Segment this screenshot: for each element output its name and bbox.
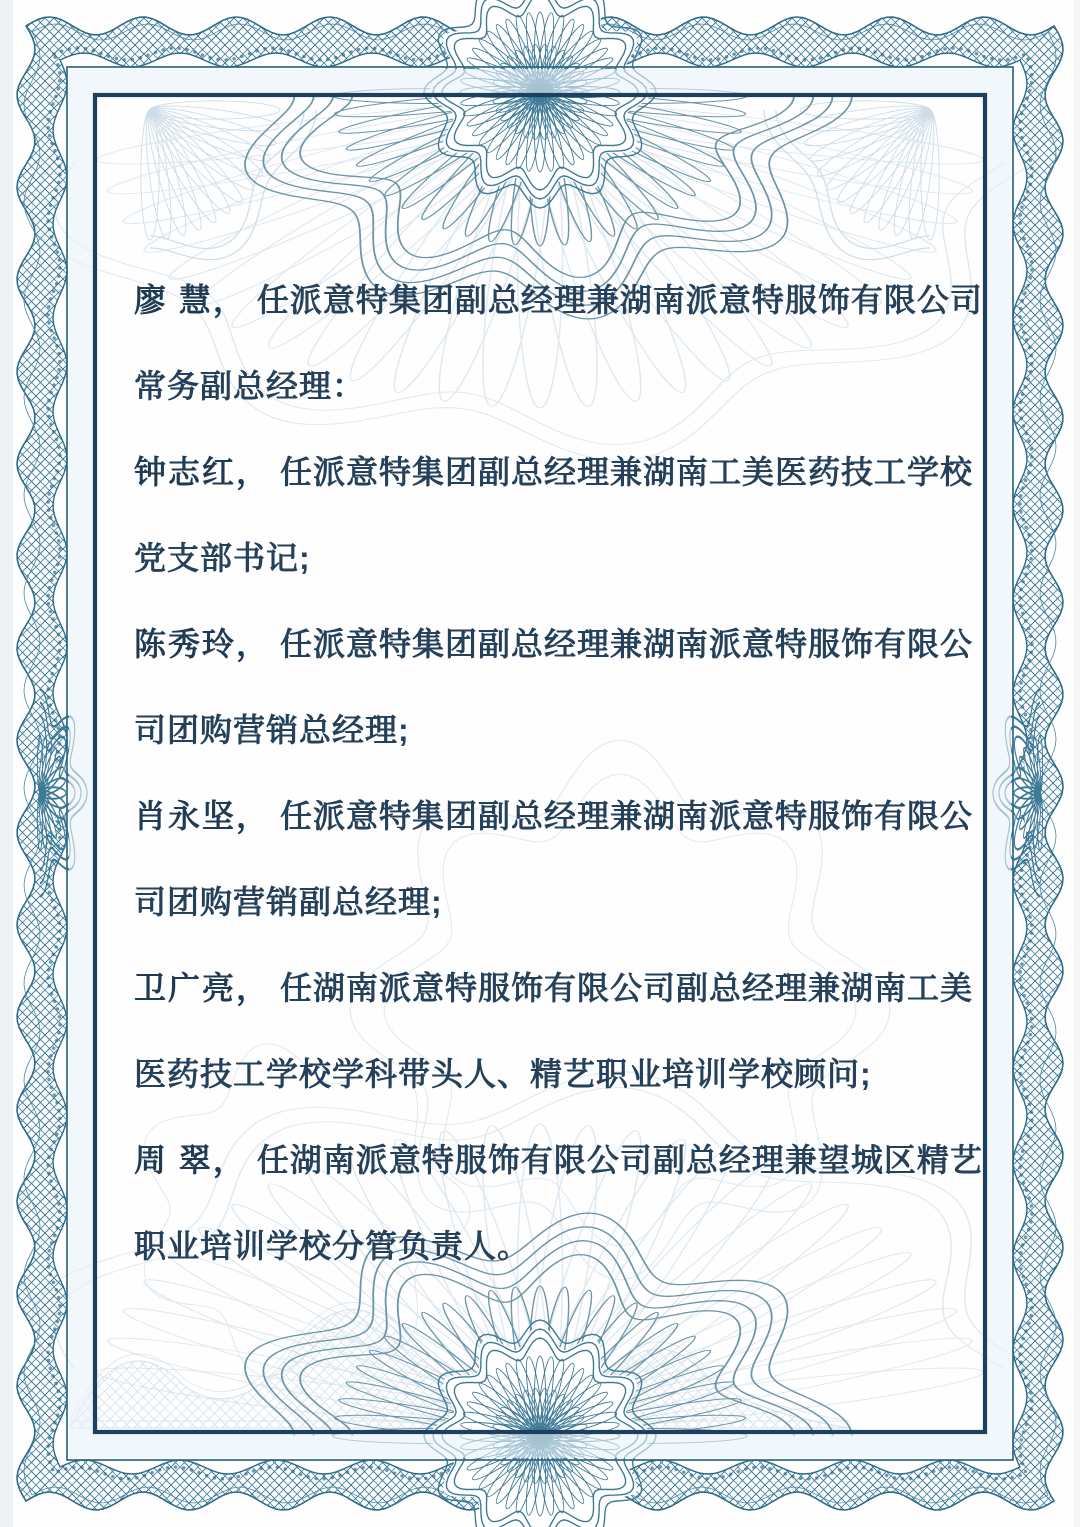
person-name: 钟志红， xyxy=(134,454,271,490)
person-name: 卫广亮， xyxy=(134,970,271,1006)
appointment-text: 职业培训学校分管负责人。 xyxy=(134,1228,531,1264)
appointment-text: 任湖南派意特服饰有限公司副总经理兼湖南工美 xyxy=(280,970,974,1006)
appointment-entry xyxy=(134,601,974,773)
appointment-entry xyxy=(134,945,974,1117)
appointment-text: 司团购营销总经理; xyxy=(134,712,410,748)
appointment-text: 任派意特集团副总经理兼湖南派意特服饰有限公 xyxy=(280,798,974,834)
appointment-entry xyxy=(134,257,983,429)
appointment-text: 常务副总经理： xyxy=(134,368,366,404)
person-name: 周 翠， xyxy=(134,1142,247,1178)
person-name: 肖永坚， xyxy=(134,798,271,834)
appointment-text: 医药技工学校学科带头人、精艺职业培训学校顾问; xyxy=(134,1056,872,1092)
appointment-text: 党支部书记; xyxy=(134,540,311,576)
appointment-entry xyxy=(134,773,974,945)
person-name: 廖 慧， xyxy=(134,282,247,318)
appointment-list xyxy=(134,257,983,1289)
appointment-text: 任派意特集团副总经理兼湖南派意特服饰有限公 xyxy=(280,626,974,662)
appointment-entry xyxy=(134,1117,983,1289)
person-name: 陈秀玲， xyxy=(134,626,271,662)
appointment-text: 司团购营销副总经理; xyxy=(134,884,443,920)
appointment-text: 任派意特集团副总经理兼湖南工美医药技工学校 xyxy=(280,454,974,490)
appointment-entry xyxy=(134,429,974,601)
appointment-text: 任湖南派意特服饰有限公司副总经理兼望城区精艺 xyxy=(256,1142,983,1178)
appointment-text: 任派意特集团副总经理兼湖南派意特服饰有限公司 xyxy=(256,282,983,318)
